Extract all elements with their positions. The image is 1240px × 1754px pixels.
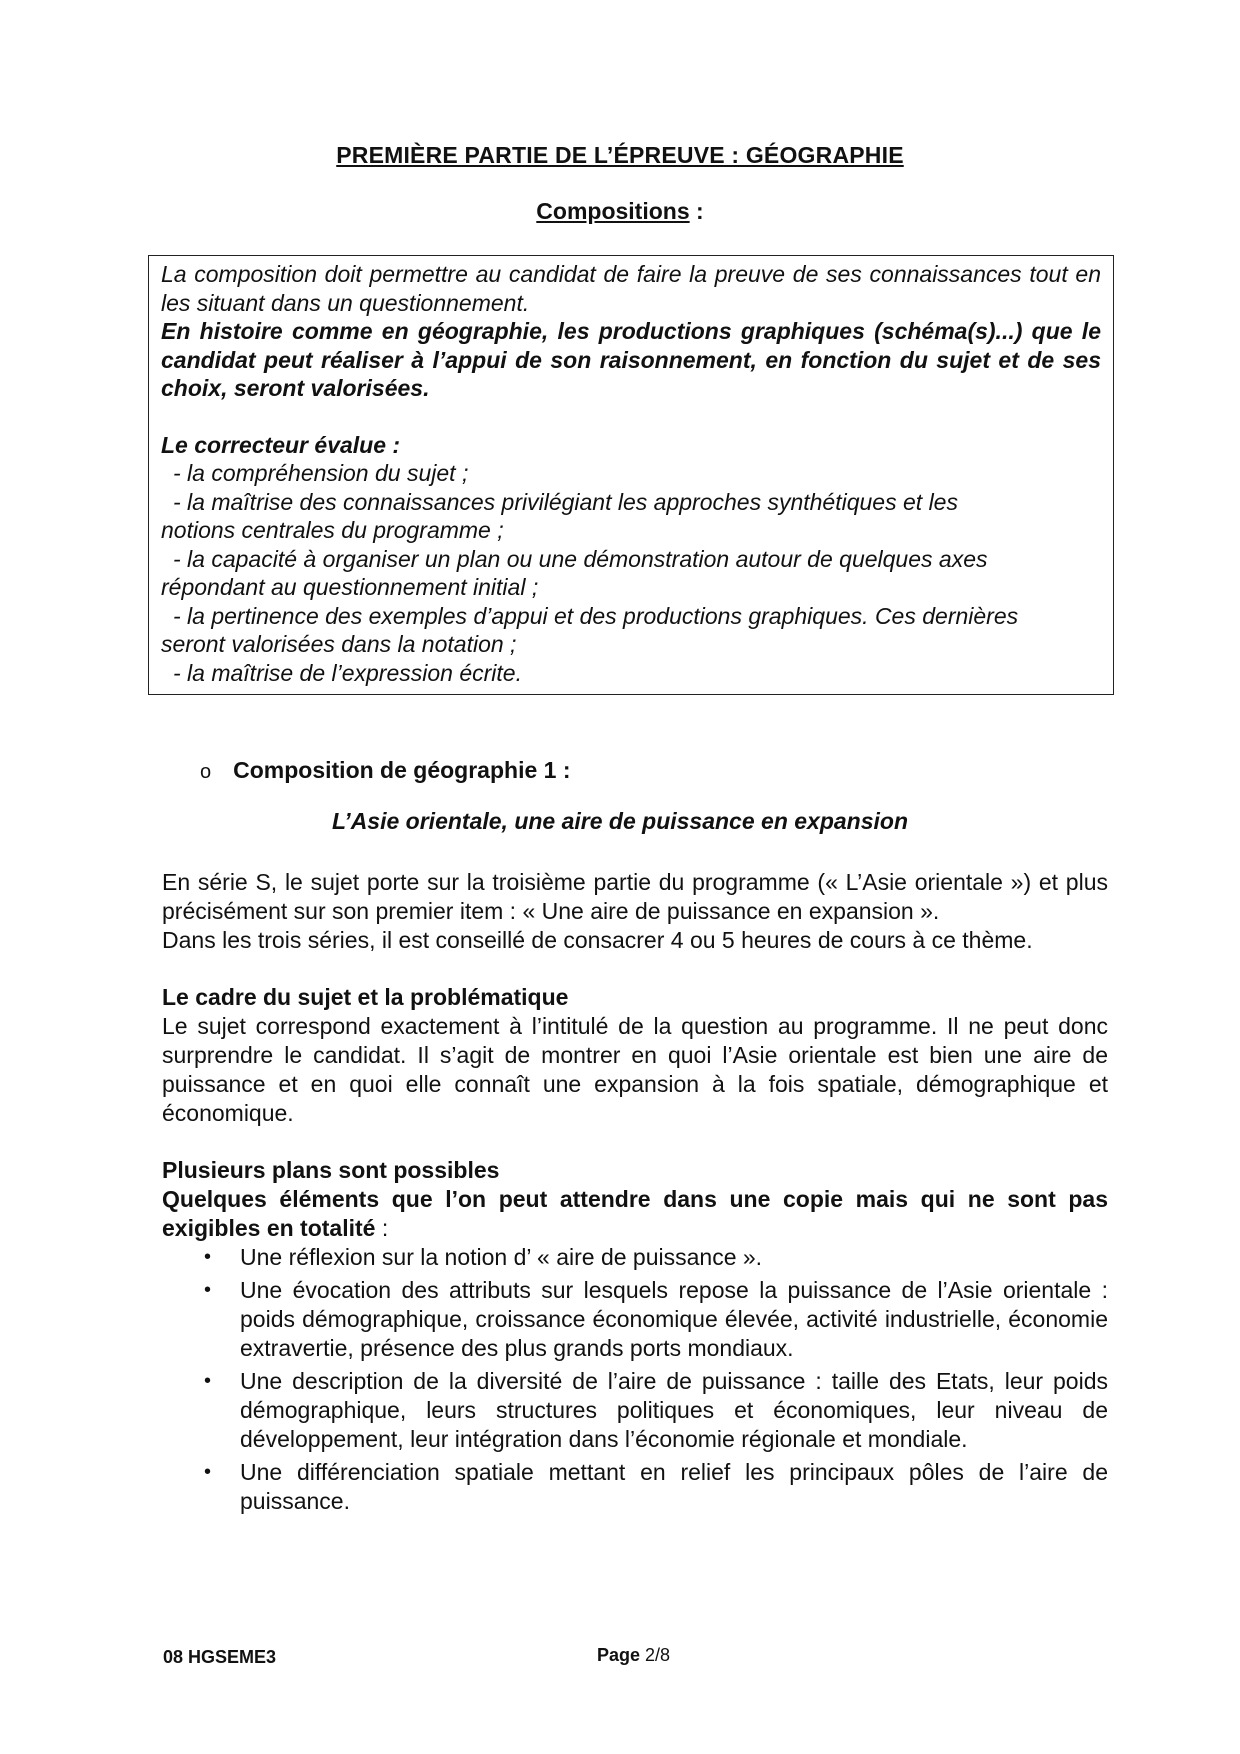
- frame-text: Le sujet correspond exactement à l’intitulé de la question au programme. Il ne peut donc surprendre le candidat. Il s’agit de montrer en quoi l’Asie orientale est bien une aire de puissance et en quoi elle connaît une expansion à la fois spatiale, démographique et économique.: [162, 1013, 1108, 1126]
- list-item: [162, 1276, 1108, 1363]
- paragraph-series: En série S, le sujet porte sur la troisième partie du programme (« L’Asie orientale ») et plus précisément sur son premier item : « Une aire de puissance en expansion ».: [162, 869, 1108, 924]
- criteria-item: - la compréhension du sujet ;: [173, 460, 469, 486]
- list-item-text: Une réflexion sur la notion d’ « aire de puissance ».: [240, 1244, 763, 1270]
- box-spacer: [161, 403, 1101, 431]
- elements-heading-text: Quelques éléments que l’on peut attendre dans une copie mais qui ne sont pas exigibles en totalité: [162, 1186, 1108, 1241]
- section-title-suffix: :: [689, 198, 704, 224]
- composition-body: [162, 868, 1108, 1520]
- criteria-item-continued: répondant au questionnement initial ;: [161, 574, 539, 600]
- criteria-item: - la maîtrise des connaissances privilégiant les approches synthétiques et les: [173, 488, 958, 515]
- body-spacer: [162, 1128, 1108, 1156]
- paragraph-hours: Dans les trois séries, il est conseillé de consacrer 4 ou 5 heures de cours à ce thème.: [162, 927, 1033, 953]
- list-item-text: Une description de la diversité de l’aire de puissance : taille des Etats, leur poids démographique, leurs structures politiques et économiques, leur niveau de développement, leur intégration dans l’économie régionale et mondiale.: [240, 1368, 1108, 1452]
- instructions-box: [148, 255, 1114, 695]
- list-item: [162, 1243, 1108, 1272]
- elements-heading-suffix: :: [375, 1215, 389, 1241]
- page-title: PREMIÈRE PARTIE DE L’ÉPREUVE : GÉOGRAPHIE: [336, 142, 904, 168]
- elements-heading: [162, 1185, 1108, 1243]
- bullet-dot-icon: •: [204, 1461, 212, 1483]
- section-title-text: Compositions: [536, 198, 690, 224]
- page-number: [597, 1645, 670, 1666]
- list-item-text: Une évocation des attributs sur lesquels repose la puissance de l’Asie orientale : poids démographique, croissance économique élevée, activité industrielle, économie extravertie, présence des plus grands ports mondiaux.: [240, 1277, 1108, 1361]
- criteria-item-continued: notions centrales du programme ;: [161, 517, 504, 543]
- list-item: [162, 1458, 1108, 1516]
- criteria-item: - la maîtrise de l’expression écrite.: [173, 659, 522, 686]
- frame-heading: Le cadre du sujet et la problématique: [162, 984, 569, 1010]
- box-intro: La composition doit permettre au candidat de faire la preuve de ses connaissances tout en les situant dans un questionnement.: [161, 261, 1101, 316]
- criteria-item: - la capacité à organiser un plan ou une démonstration autour de quelques axes: [173, 545, 988, 572]
- elements-list: [162, 1243, 1108, 1516]
- list-item: [162, 1367, 1108, 1454]
- list-item-text: Une différenciation spatiale mettant en relief les principaux pôles de l’aire de puissance.: [240, 1459, 1108, 1514]
- bullet-dot-icon: •: [204, 1279, 212, 1301]
- body-spacer: [162, 955, 1108, 983]
- evaluator-heading: Le correcteur évalue :: [161, 431, 401, 458]
- criteria-item: - la pertinence des exemples d’appui et des productions graphiques. Ces dernières: [173, 602, 1019, 629]
- exam-code: 08 HGSEME3: [163, 1647, 277, 1667]
- bullet-dot-icon: •: [204, 1246, 212, 1268]
- box-graphic-note: En histoire comme en géographie, les productions graphiques (schéma(s)...) que le candidat peut réaliser à l’appui de son raisonnement, en fonction du sujet et de ses choix, seront valorisées.: [161, 318, 1101, 401]
- plans-heading: Plusieurs plans sont possibles: [162, 1157, 500, 1183]
- composition-heading: [200, 757, 570, 784]
- composition-subject: L’Asie orientale, une aire de puissance en expansion: [331, 808, 909, 834]
- section-title: [0, 198, 1240, 225]
- page-label: Page: [597, 1645, 641, 1665]
- page-number-value: 2/8: [640, 1645, 671, 1665]
- composition-heading-text: Composition de géographie 1 :: [233, 757, 571, 783]
- circle-bullet-icon: o: [200, 761, 212, 783]
- criteria-item-continued: seront valorisées dans la notation ;: [161, 631, 517, 657]
- bullet-dot-icon: •: [204, 1370, 212, 1392]
